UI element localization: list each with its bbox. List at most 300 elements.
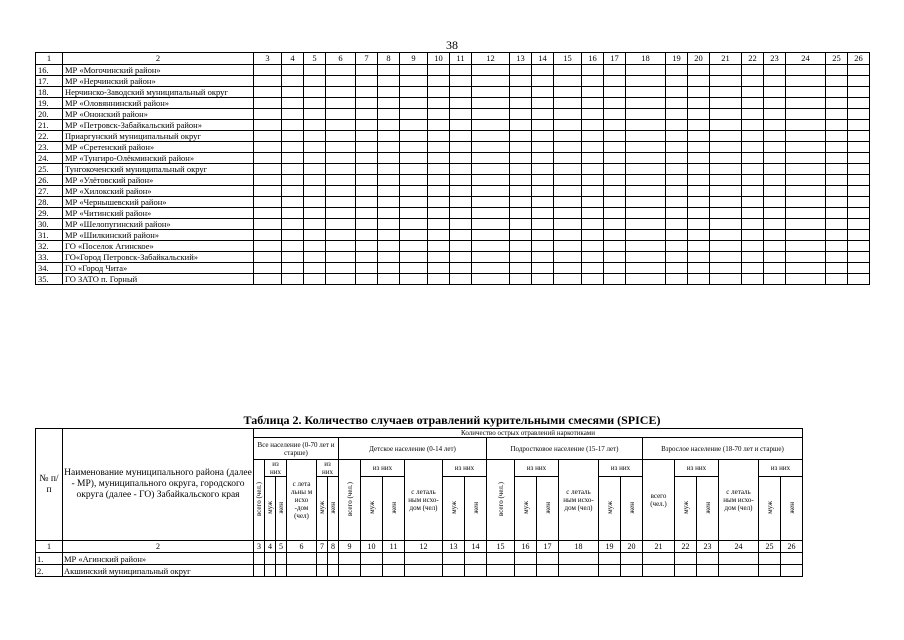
data-cell xyxy=(254,153,282,164)
data-cell xyxy=(472,197,510,208)
data-cell xyxy=(826,252,848,263)
column-number: 22 xyxy=(675,541,697,553)
data-cell xyxy=(604,98,626,109)
data-cell xyxy=(710,197,742,208)
data-cell xyxy=(826,109,848,120)
data-cell xyxy=(759,565,781,577)
data-cell xyxy=(666,76,688,87)
table2-caption: Таблица 2. Количество случаев отравлений курительными смесями (SPICE) xyxy=(243,413,661,427)
data-cell xyxy=(604,219,626,230)
data-cell xyxy=(428,230,450,241)
data-cell xyxy=(282,274,304,285)
data-cell xyxy=(356,153,378,164)
data-cell xyxy=(356,175,378,186)
data-cell xyxy=(626,219,666,230)
data-cell xyxy=(532,219,554,230)
data-cell xyxy=(710,164,742,175)
municipality-name: МР «Тунгиро-Олёкминский район» xyxy=(63,153,254,164)
data-cell xyxy=(554,208,582,219)
data-cell xyxy=(626,153,666,164)
g4-female-2: жен xyxy=(781,477,803,541)
data-cell xyxy=(666,208,688,219)
data-cell xyxy=(532,175,554,186)
data-cell xyxy=(428,131,450,142)
municipality-name: МР «Читинский район» xyxy=(63,208,254,219)
data-cell xyxy=(604,65,626,76)
data-cell xyxy=(666,241,688,252)
data-cell xyxy=(742,186,764,197)
data-cell xyxy=(582,197,604,208)
data-cell xyxy=(742,241,764,252)
data-cell xyxy=(848,164,870,175)
column-number: 12 xyxy=(405,541,443,553)
data-cell xyxy=(554,230,582,241)
data-cell xyxy=(582,142,604,153)
data-cell xyxy=(282,65,304,76)
data-cell xyxy=(848,274,870,285)
municipality-name: Тунгокоченский муниципальный округ xyxy=(63,164,254,175)
data-cell xyxy=(450,109,472,120)
data-cell xyxy=(643,553,675,565)
data-cell xyxy=(786,208,826,219)
data-cell xyxy=(254,208,282,219)
data-cell xyxy=(326,164,356,175)
table-row xyxy=(36,76,870,87)
data-cell xyxy=(356,76,378,87)
column-number: 1 xyxy=(36,53,63,65)
data-cell xyxy=(510,131,532,142)
data-cell xyxy=(626,175,666,186)
data-cell xyxy=(626,164,666,175)
column-number: 8 xyxy=(378,53,400,65)
data-cell xyxy=(604,109,626,120)
g1-male: муж xyxy=(265,477,276,541)
data-cell xyxy=(688,208,710,219)
data-cell xyxy=(450,120,472,131)
data-cell xyxy=(826,65,848,76)
data-cell xyxy=(582,120,604,131)
data-cell xyxy=(848,120,870,131)
data-cell xyxy=(604,142,626,153)
data-cell xyxy=(510,164,532,175)
data-cell xyxy=(339,553,361,565)
data-cell xyxy=(582,76,604,87)
column-number: 13 xyxy=(510,53,532,65)
data-cell xyxy=(781,565,803,577)
data-cell xyxy=(443,553,465,565)
data-cell xyxy=(604,131,626,142)
data-cell xyxy=(356,274,378,285)
g4-female: жен xyxy=(697,477,719,541)
data-cell xyxy=(604,87,626,98)
data-cell xyxy=(554,274,582,285)
data-cell xyxy=(559,565,599,577)
data-cell xyxy=(356,164,378,175)
table-row xyxy=(36,164,870,175)
data-cell xyxy=(428,120,450,131)
data-cell xyxy=(764,175,786,186)
data-cell xyxy=(604,230,626,241)
data-cell xyxy=(826,241,848,252)
g2-of-them: из них xyxy=(361,460,405,477)
g1-fatal: с лета льны м исхо -дом (чел) xyxy=(287,460,317,541)
data-cell xyxy=(742,230,764,241)
row-number: 1. xyxy=(36,553,63,565)
data-cell xyxy=(450,186,472,197)
data-cell xyxy=(826,197,848,208)
data-cell xyxy=(666,263,688,274)
data-cell xyxy=(688,274,710,285)
row-number: 27. xyxy=(36,186,63,197)
data-cell xyxy=(282,252,304,263)
data-cell xyxy=(826,230,848,241)
data-cell xyxy=(378,142,400,153)
column-number: 11 xyxy=(383,541,405,553)
data-cell xyxy=(510,274,532,285)
municipality-name: МР «Петровск-Забайкальский район» xyxy=(63,120,254,131)
data-cell xyxy=(688,230,710,241)
data-cell xyxy=(472,219,510,230)
data-cell xyxy=(710,98,742,109)
data-cell xyxy=(326,65,356,76)
data-cell xyxy=(554,197,582,208)
data-cell xyxy=(356,186,378,197)
data-cell xyxy=(848,219,870,230)
data-cell xyxy=(326,131,356,142)
g3-female: жен xyxy=(537,477,559,541)
data-cell xyxy=(554,98,582,109)
data-cell xyxy=(276,565,287,577)
data-cell xyxy=(848,153,870,164)
g2-female-2: жен xyxy=(465,477,487,541)
row-number: 17. xyxy=(36,76,63,87)
data-cell xyxy=(328,553,339,565)
data-cell xyxy=(361,553,383,565)
data-cell xyxy=(786,175,826,186)
data-cell xyxy=(378,274,400,285)
data-cell xyxy=(554,76,582,87)
data-cell xyxy=(450,230,472,241)
data-cell xyxy=(604,186,626,197)
data-cell xyxy=(710,76,742,87)
data-cell xyxy=(254,142,282,153)
data-cell xyxy=(582,186,604,197)
column-number: 15 xyxy=(554,53,582,65)
data-cell xyxy=(582,230,604,241)
data-cell xyxy=(848,131,870,142)
table-row xyxy=(36,197,870,208)
spice-poisoning-table xyxy=(35,428,803,577)
column-number: 2 xyxy=(63,53,254,65)
data-cell xyxy=(326,274,356,285)
g4-male: муж xyxy=(675,477,697,541)
data-cell xyxy=(532,230,554,241)
data-cell xyxy=(356,252,378,263)
row-number: 33. xyxy=(36,252,63,263)
data-cell xyxy=(450,98,472,109)
row-number: 2. xyxy=(36,565,63,577)
data-cell xyxy=(532,153,554,164)
data-cell xyxy=(742,120,764,131)
data-cell xyxy=(764,153,786,164)
column-number: 3 xyxy=(254,53,282,65)
data-cell xyxy=(626,87,666,98)
data-cell xyxy=(450,175,472,186)
data-cell xyxy=(742,197,764,208)
data-cell xyxy=(510,98,532,109)
data-cell xyxy=(254,197,282,208)
data-cell xyxy=(510,109,532,120)
g1-of-them-2: из них xyxy=(317,460,339,477)
data-cell xyxy=(428,252,450,263)
data-cell xyxy=(532,87,554,98)
data-cell xyxy=(582,109,604,120)
column-number: 15 xyxy=(487,541,515,553)
data-cell xyxy=(666,164,688,175)
data-cell xyxy=(356,65,378,76)
data-cell xyxy=(554,65,582,76)
data-cell xyxy=(666,153,688,164)
data-cell xyxy=(472,274,510,285)
data-cell xyxy=(254,109,282,120)
data-cell xyxy=(378,230,400,241)
row-number: 26. xyxy=(36,175,63,186)
data-cell xyxy=(688,131,710,142)
data-cell xyxy=(326,153,356,164)
data-cell xyxy=(582,252,604,263)
data-cell xyxy=(599,565,621,577)
data-cell xyxy=(604,274,626,285)
data-cell xyxy=(317,553,328,565)
data-cell xyxy=(282,153,304,164)
data-cell xyxy=(786,219,826,230)
municipality-name: ГО «Город Чита» xyxy=(63,263,254,274)
data-cell xyxy=(582,263,604,274)
data-cell xyxy=(554,153,582,164)
table-row xyxy=(36,87,870,98)
data-cell xyxy=(710,263,742,274)
data-cell xyxy=(304,142,326,153)
data-cell xyxy=(688,76,710,87)
data-cell xyxy=(710,175,742,186)
data-cell xyxy=(710,219,742,230)
data-cell xyxy=(666,87,688,98)
data-cell xyxy=(626,142,666,153)
column-number: 10 xyxy=(361,541,383,553)
data-cell xyxy=(400,274,428,285)
data-cell xyxy=(710,109,742,120)
data-cell xyxy=(287,553,317,565)
data-cell xyxy=(710,274,742,285)
data-cell xyxy=(826,142,848,153)
data-cell xyxy=(450,252,472,263)
column-number: 9 xyxy=(339,541,361,553)
municipality-name: МР «Могочинский район» xyxy=(63,65,254,76)
data-cell xyxy=(759,553,781,565)
data-cell xyxy=(764,274,786,285)
data-cell xyxy=(326,263,356,274)
column-number: 13 xyxy=(443,541,465,553)
table1-header-row xyxy=(36,53,870,65)
data-cell xyxy=(378,87,400,98)
data-cell xyxy=(582,241,604,252)
data-cell xyxy=(356,241,378,252)
g4-of-them-2: из них xyxy=(759,460,803,477)
column-number: 24 xyxy=(786,53,826,65)
data-cell xyxy=(826,219,848,230)
data-cell xyxy=(710,131,742,142)
column-number: 20 xyxy=(621,541,643,553)
data-cell xyxy=(304,252,326,263)
data-cell xyxy=(443,565,465,577)
data-cell xyxy=(304,175,326,186)
column-number: 17 xyxy=(537,541,559,553)
data-cell xyxy=(450,153,472,164)
data-cell xyxy=(254,252,282,263)
group-all-header: Все население (0-70 лет и старше) xyxy=(254,438,339,460)
column-number: 11 xyxy=(450,53,472,65)
column-number: 22 xyxy=(742,53,764,65)
data-cell xyxy=(848,142,870,153)
column-number: 1 xyxy=(36,541,63,553)
data-cell xyxy=(626,65,666,76)
data-cell xyxy=(582,153,604,164)
data-cell xyxy=(764,120,786,131)
data-cell xyxy=(472,65,510,76)
data-cell xyxy=(356,87,378,98)
data-cell xyxy=(666,109,688,120)
data-cell xyxy=(304,164,326,175)
data-cell xyxy=(532,142,554,153)
data-cell xyxy=(450,219,472,230)
row-number: 30. xyxy=(36,219,63,230)
data-cell xyxy=(582,87,604,98)
data-cell xyxy=(582,164,604,175)
g3-female-2: жен xyxy=(621,477,643,541)
data-cell xyxy=(599,553,621,565)
data-cell xyxy=(604,252,626,263)
data-cell xyxy=(450,241,472,252)
municipality-name: ГО ЗАТО п. Горный xyxy=(63,274,254,285)
data-cell xyxy=(582,65,604,76)
municipality-name: МР «Оловяннинский район» xyxy=(63,98,254,109)
data-cell xyxy=(666,252,688,263)
row-number: 16. xyxy=(36,65,63,76)
data-cell xyxy=(450,208,472,219)
data-cell xyxy=(276,553,287,565)
data-cell xyxy=(450,142,472,153)
data-cell xyxy=(487,565,515,577)
data-cell xyxy=(304,197,326,208)
data-cell xyxy=(848,241,870,252)
data-cell xyxy=(450,263,472,274)
data-cell xyxy=(666,197,688,208)
data-cell xyxy=(604,175,626,186)
municipality-name: МР «Ононский район» xyxy=(63,109,254,120)
data-cell xyxy=(710,153,742,164)
data-cell xyxy=(742,109,764,120)
data-cell xyxy=(510,142,532,153)
data-cell xyxy=(472,153,510,164)
data-cell xyxy=(510,120,532,131)
data-cell xyxy=(688,142,710,153)
data-cell xyxy=(450,76,472,87)
g4-fatal: с леталь ным исхо-дом (чел) xyxy=(719,460,759,541)
data-cell xyxy=(510,263,532,274)
table-row xyxy=(36,65,870,76)
data-cell xyxy=(826,208,848,219)
data-cell xyxy=(510,241,532,252)
data-cell xyxy=(428,164,450,175)
column-number: 18 xyxy=(559,541,599,553)
data-cell xyxy=(472,164,510,175)
data-cell xyxy=(472,109,510,120)
data-cell xyxy=(781,553,803,565)
municipality-name: МР «Нерчинский район» xyxy=(63,76,254,87)
data-cell xyxy=(487,553,515,565)
data-cell xyxy=(450,87,472,98)
data-cell xyxy=(604,241,626,252)
data-cell xyxy=(688,263,710,274)
data-cell xyxy=(626,274,666,285)
data-cell xyxy=(304,241,326,252)
data-cell xyxy=(643,565,675,577)
data-cell xyxy=(666,219,688,230)
data-cell xyxy=(626,197,666,208)
data-cell xyxy=(848,230,870,241)
data-cell xyxy=(472,98,510,109)
data-cell xyxy=(710,241,742,252)
data-cell xyxy=(400,219,428,230)
data-cell xyxy=(786,197,826,208)
data-cell xyxy=(532,98,554,109)
data-cell xyxy=(515,553,537,565)
data-cell xyxy=(326,230,356,241)
data-cell xyxy=(626,252,666,263)
data-cell xyxy=(510,175,532,186)
g2-male: муж xyxy=(361,477,383,541)
data-cell xyxy=(688,109,710,120)
data-cell xyxy=(400,208,428,219)
data-cell xyxy=(742,175,764,186)
data-cell xyxy=(532,131,554,142)
row-number: 19. xyxy=(36,98,63,109)
data-cell xyxy=(710,65,742,76)
data-cell xyxy=(356,142,378,153)
data-cell xyxy=(326,219,356,230)
data-cell xyxy=(450,164,472,175)
column-number: 3 xyxy=(254,541,265,553)
data-cell xyxy=(604,164,626,175)
data-cell xyxy=(532,76,554,87)
data-cell xyxy=(742,274,764,285)
data-cell xyxy=(356,263,378,274)
data-cell xyxy=(626,186,666,197)
g1-female: жен xyxy=(276,477,287,541)
data-cell xyxy=(554,186,582,197)
data-cell xyxy=(326,142,356,153)
row-number: 18. xyxy=(36,87,63,98)
data-cell xyxy=(428,142,450,153)
data-cell xyxy=(472,142,510,153)
data-cell xyxy=(688,175,710,186)
data-cell xyxy=(254,164,282,175)
data-cell xyxy=(282,175,304,186)
data-cell xyxy=(510,197,532,208)
g3-male-2: муж xyxy=(599,477,621,541)
g1-total: всего (чел.) xyxy=(254,460,265,541)
data-cell xyxy=(604,197,626,208)
